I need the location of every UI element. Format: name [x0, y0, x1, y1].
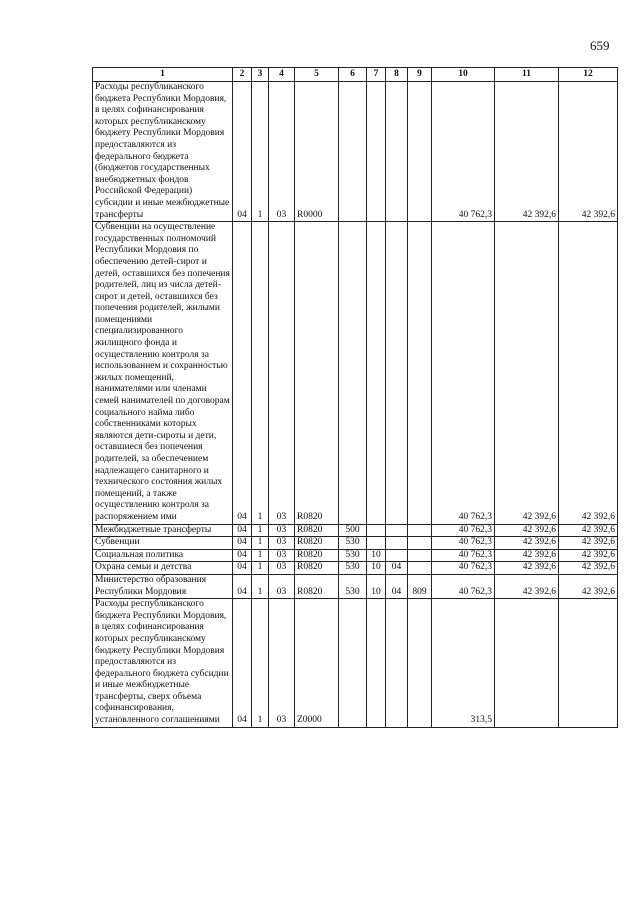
row-cell-c9: [408, 537, 432, 550]
row-cell-c4: 03: [269, 537, 295, 550]
row-cell-c7: 10: [367, 574, 386, 598]
row-cell-c7: 10: [367, 562, 386, 575]
row-cell-c10: 40 762,3: [432, 222, 495, 524]
row-cell-c12: [559, 599, 618, 728]
row-cell-c2: 04: [233, 549, 252, 562]
row-name-cell: Расходы республиканского бюджета Республики Мордовия, в целях софинансирования которых республиканскому бюджету Республики Мордовия предоставляются из федерального бюджета субсидии и иные межбюджетные трансферты, сверх объема софинансирования, установленного соглашениями: [93, 599, 233, 728]
table-row: [93, 222, 618, 524]
row-name-cell: Субвенции: [93, 537, 233, 550]
row-cell-c3: 1: [252, 524, 269, 537]
row-cell-c12: 42 392,6: [559, 549, 618, 562]
row-cell-c6: 530: [339, 537, 367, 550]
row-cell-c4: 03: [269, 562, 295, 575]
row-cell-c4: 03: [269, 599, 295, 728]
row-cell-c3: 1: [252, 537, 269, 550]
row-cell-c3: 1: [252, 82, 269, 222]
row-name-cell: Министерство образования Республики Мордовия: [93, 574, 233, 598]
row-cell-c5: R0000: [295, 82, 339, 222]
row-cell-c8: 04: [386, 562, 408, 575]
column-header: 9: [408, 68, 432, 82]
table-row: [93, 562, 618, 575]
row-cell-c8: 04: [386, 574, 408, 598]
row-cell-c10: 313,5: [432, 599, 495, 728]
row-cell-c11: 42 392,6: [495, 562, 559, 575]
page-number: 659: [590, 38, 610, 53]
row-cell-c6: 500: [339, 524, 367, 537]
column-header: 1: [93, 68, 233, 82]
row-cell-c12: 42 392,6: [559, 524, 618, 537]
table-row: [93, 537, 618, 550]
row-cell-c12: 42 392,6: [559, 537, 618, 550]
row-cell-c6: [339, 222, 367, 524]
row-cell-c7: [367, 222, 386, 524]
row-cell-c9: [408, 524, 432, 537]
row-name-cell: Расходы республиканского бюджета Республики Мордовия, в целях софинансирования которых республиканскому бюджету Республики Мордовия предоставляются из федерального бюджета (бюджетов государственных внебюджетных фондов Российской Федерации) субсидии и иные межбюджетные трансферты: [93, 82, 233, 222]
row-cell-c6: [339, 599, 367, 728]
row-cell-c11: 42 392,6: [495, 82, 559, 222]
row-cell-c2: 04: [233, 537, 252, 550]
column-header: 3: [252, 68, 269, 82]
row-cell-c11: 42 392,6: [495, 537, 559, 550]
row-cell-c8: [386, 537, 408, 550]
row-cell-c11: 42 392,6: [495, 524, 559, 537]
column-header: 12: [559, 68, 618, 82]
row-cell-c8: [386, 222, 408, 524]
row-name-cell: Охрана семьи и детства: [93, 562, 233, 575]
row-cell-c5: R0820: [295, 562, 339, 575]
row-cell-c8: [386, 82, 408, 222]
table-row: [93, 82, 618, 222]
column-header: 10: [432, 68, 495, 82]
row-cell-c5: R0820: [295, 537, 339, 550]
row-cell-c5: R0820: [295, 222, 339, 524]
row-cell-c6: [339, 82, 367, 222]
row-cell-c3: 1: [252, 562, 269, 575]
column-header: 7: [367, 68, 386, 82]
row-cell-c5: Z0000: [295, 599, 339, 728]
row-cell-c3: 1: [252, 222, 269, 524]
row-cell-c9: [408, 549, 432, 562]
table-row: [93, 599, 618, 728]
row-cell-c5: R0820: [295, 574, 339, 598]
row-name-cell: Социальная политика: [93, 549, 233, 562]
row-cell-c7: [367, 82, 386, 222]
column-header: 2: [233, 68, 252, 82]
row-cell-c4: 03: [269, 549, 295, 562]
row-cell-c3: 1: [252, 574, 269, 598]
row-cell-c3: 1: [252, 549, 269, 562]
row-cell-c8: [386, 599, 408, 728]
row-cell-c9: [408, 222, 432, 524]
column-header: 5: [295, 68, 339, 82]
budget-table: [92, 67, 618, 728]
row-cell-c9: 809: [408, 574, 432, 598]
row-cell-c9: [408, 82, 432, 222]
row-cell-c10: 40 762,3: [432, 574, 495, 598]
row-cell-c2: 04: [233, 562, 252, 575]
row-cell-c9: [408, 562, 432, 575]
row-cell-c7: 10: [367, 549, 386, 562]
table-row: [93, 524, 618, 537]
row-cell-c11: [495, 599, 559, 728]
row-cell-c12: 42 392,6: [559, 82, 618, 222]
row-cell-c4: 03: [269, 574, 295, 598]
row-cell-c11: 42 392,6: [495, 549, 559, 562]
row-cell-c4: 03: [269, 82, 295, 222]
row-cell-c12: 42 392,6: [559, 574, 618, 598]
row-cell-c2: 04: [233, 574, 252, 598]
row-cell-c5: R0820: [295, 549, 339, 562]
row-cell-c10: 40 762,3: [432, 562, 495, 575]
row-cell-c11: 42 392,6: [495, 574, 559, 598]
column-header: 8: [386, 68, 408, 82]
column-header: 11: [495, 68, 559, 82]
row-cell-c6: 530: [339, 562, 367, 575]
row-cell-c12: 42 392,6: [559, 222, 618, 524]
row-cell-c8: [386, 524, 408, 537]
column-header: 4: [269, 68, 295, 82]
row-cell-c11: 42 392,6: [495, 222, 559, 524]
row-cell-c10: 40 762,3: [432, 524, 495, 537]
row-cell-c2: 04: [233, 599, 252, 728]
row-cell-c4: 03: [269, 524, 295, 537]
row-name-cell: Межбюджетные трансферты: [93, 524, 233, 537]
row-cell-c10: 40 762,3: [432, 82, 495, 222]
row-cell-c7: [367, 524, 386, 537]
row-cell-c8: [386, 549, 408, 562]
row-name-cell: Субвенции на осуществление государственных полномочий Республики Мордовия по обеспечению детей-сирот и детей, оставшихся без попечения родителей, лиц из числа детей-сирот и детей, оставшихся без попечения родителей, жилыми помещениями специализированного жилищного фонда и осуществлению контроля за использованием и сохранностью жилых помещений, нанимателями или членами семей нанимателей по договорам социального найма либо собственниками которых являются дети-сироты и дети, оставшиеся без попечения родителей, за обеспечением надлежащего санитарного и технического состояния жилых помещений, а также осуществлению контроля за распоряжением ими: [93, 222, 233, 524]
row-cell-c9: [408, 599, 432, 728]
column-header: 6: [339, 68, 367, 82]
row-cell-c3: 1: [252, 599, 269, 728]
row-cell-c7: [367, 537, 386, 550]
row-cell-c6: 530: [339, 574, 367, 598]
header-row: [93, 68, 618, 82]
row-cell-c5: R0820: [295, 524, 339, 537]
row-cell-c2: 04: [233, 222, 252, 524]
row-cell-c2: 04: [233, 82, 252, 222]
row-cell-c2: 04: [233, 524, 252, 537]
table-row: [93, 574, 618, 598]
row-cell-c4: 03: [269, 222, 295, 524]
table-row: [93, 549, 618, 562]
row-cell-c12: 42 392,6: [559, 562, 618, 575]
row-cell-c10: 40 762,3: [432, 549, 495, 562]
row-cell-c10: 40 762,3: [432, 537, 495, 550]
row-cell-c7: [367, 599, 386, 728]
row-cell-c6: 530: [339, 549, 367, 562]
